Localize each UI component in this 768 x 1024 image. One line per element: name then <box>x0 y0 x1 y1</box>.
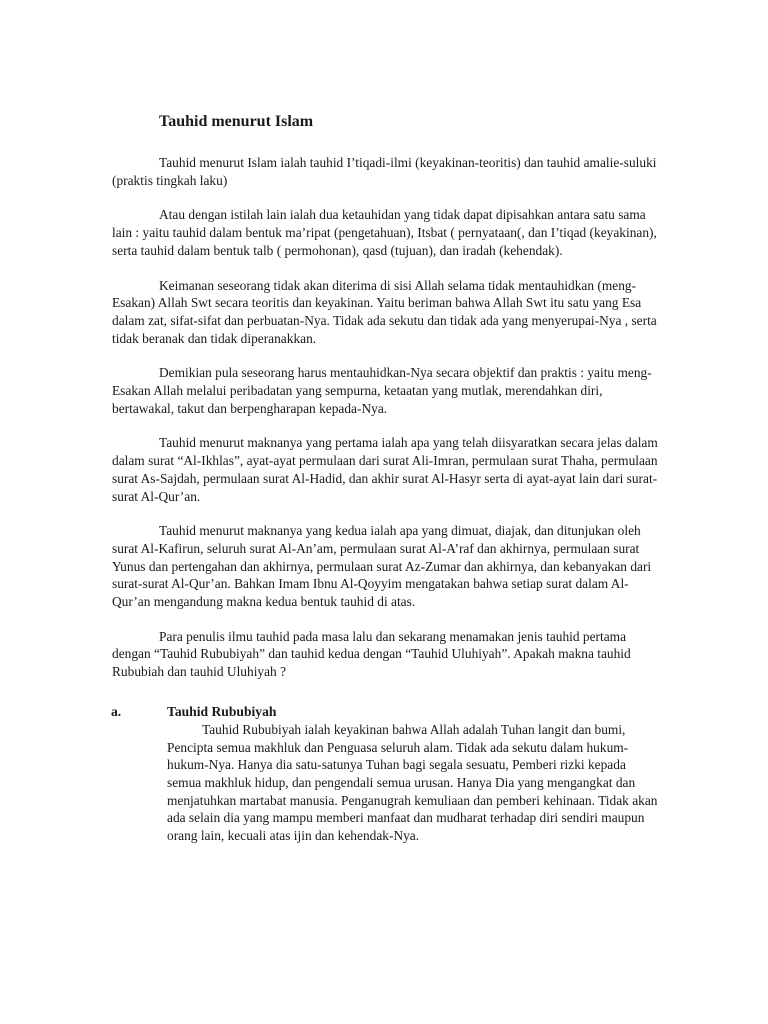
paragraph-2: Atau dengan istilah lain ialah dua ketauhidan yang tidak dapat dipisahkan antara satu sama lain : yaitu tauhid dalam bentuk ma’ripat (pengetahuan), Itsbat ( pernyataan(, dan I’tiqad (keyakinan), serta tauhid dalam bentuk talb ( permohonan), qasd (tujuan), dan iradah (kehendak). <box>112 207 657 258</box>
document-page <box>112 112 660 845</box>
paragraph-4: Demikian pula seseorang harus mentauhidkan-Nya secara objektif dan praktis : yaitu meng-Esakan Allah melalui peribadatan yang sempurna, ketaatan yang mutlak, merendahkan diri, bertawakal, takut dan berpengharapan kepada-Nya. <box>112 365 652 416</box>
paragraph-5: Tauhid menurut maknanya yang pertama ialah apa yang telah diisyaratkan secara jelas dalam dalam surat “Al-Ikhlas”, ayat-ayat permulaan dari surat Ali-Imran, permulaan surat Thaha, permulaan surat As-Sajdah, permulaan surat Al-Hadid, dan akhir surat Al-Hasyr serta di ayat-ayat lain dari surat-surat Al-Qur’an. <box>112 435 658 504</box>
paragraph-7: Para penulis ilmu tauhid pada masa lalu dan sekarang menamakan jenis tauhid pertama dengan “Tauhid Rububiyah” dan tauhid kedua dengan “Tauhid Uluhiyah”. Apakah makna tauhid Rububiah dan tauhid Uluhiyah ? <box>112 628 631 680</box>
document-title: Tauhid menurut Islam <box>159 113 314 130</box>
paragraph-6: Tauhid menurut maknanya yang kedua ialah apa yang dimuat, diajak, dan ditunjukan oleh surat Al-Kafirun, seluruh surat Al-An’am, permulaan surat Al-A’raf dan akhirnya, permulaan surat Yunus dan pertengahan dan akhirnya, permulaan surat Az-Zumar dan akhirnya, dan kebanyakan dari surat-surat Al-Qur’an. Bahkan Imam Ibnu Al-Qoyyim mengatakan bahwa setiap surat dalam Al-Qur’an mengandung makna kedua bentuk tauhid di atas. <box>112 523 652 610</box>
section-a-heading: Tauhid Rububiyah <box>167 703 277 719</box>
section-a-body: Tauhid Rububiyah ialah keyakinan bahwa Allah adalah Tuhan langit dan bumi, Pencipta semua makhluk dan Penguasa seluruh alam. Tidak ada sekutu dalam hukum-hukum-Nya. Hanya dia satu-satunya Tuhan bagi segala sesuatu, Pemberi rizki kepada semua makhluk hidup, dan pengendali semua urusan. Hanya Dia yang mengangkat dan menjatuhkan martabat manusia. Penganugrah kemuliaan dan pemberi kehinaan. Tidak akan ada selain dia yang mampu memberi manfaat dan mudharat terhadap diri sendiri maupun orang lain, kecuali atas ijin dan kehendak-Nya. <box>167 721 658 844</box>
section-a-marker: a. <box>111 703 122 719</box>
section-a <box>111 703 660 845</box>
paragraph-1: Tauhid menurut Islam ialah tauhid I’tiqadi-ilmi (keyakinan-teoritis) dan tauhid amalie-suluki (praktis tingkah laku) <box>112 155 657 188</box>
paragraph-3: Keimanan seseorang tidak akan diterima di sisi Allah selama tidak mentauhidkan (meng-Esakan) Allah Swt secara teoritis dan keyakinan. Yaitu beriman bahwa Allah Swt itu satu yang Esa dalam zat, sifat-sifat dan perbuatan-Nya. Tidak ada sekutu dan tidak ada yang menyerupai-Nya , serta tidak beranak dan tidak diperanakkan. <box>112 277 657 346</box>
